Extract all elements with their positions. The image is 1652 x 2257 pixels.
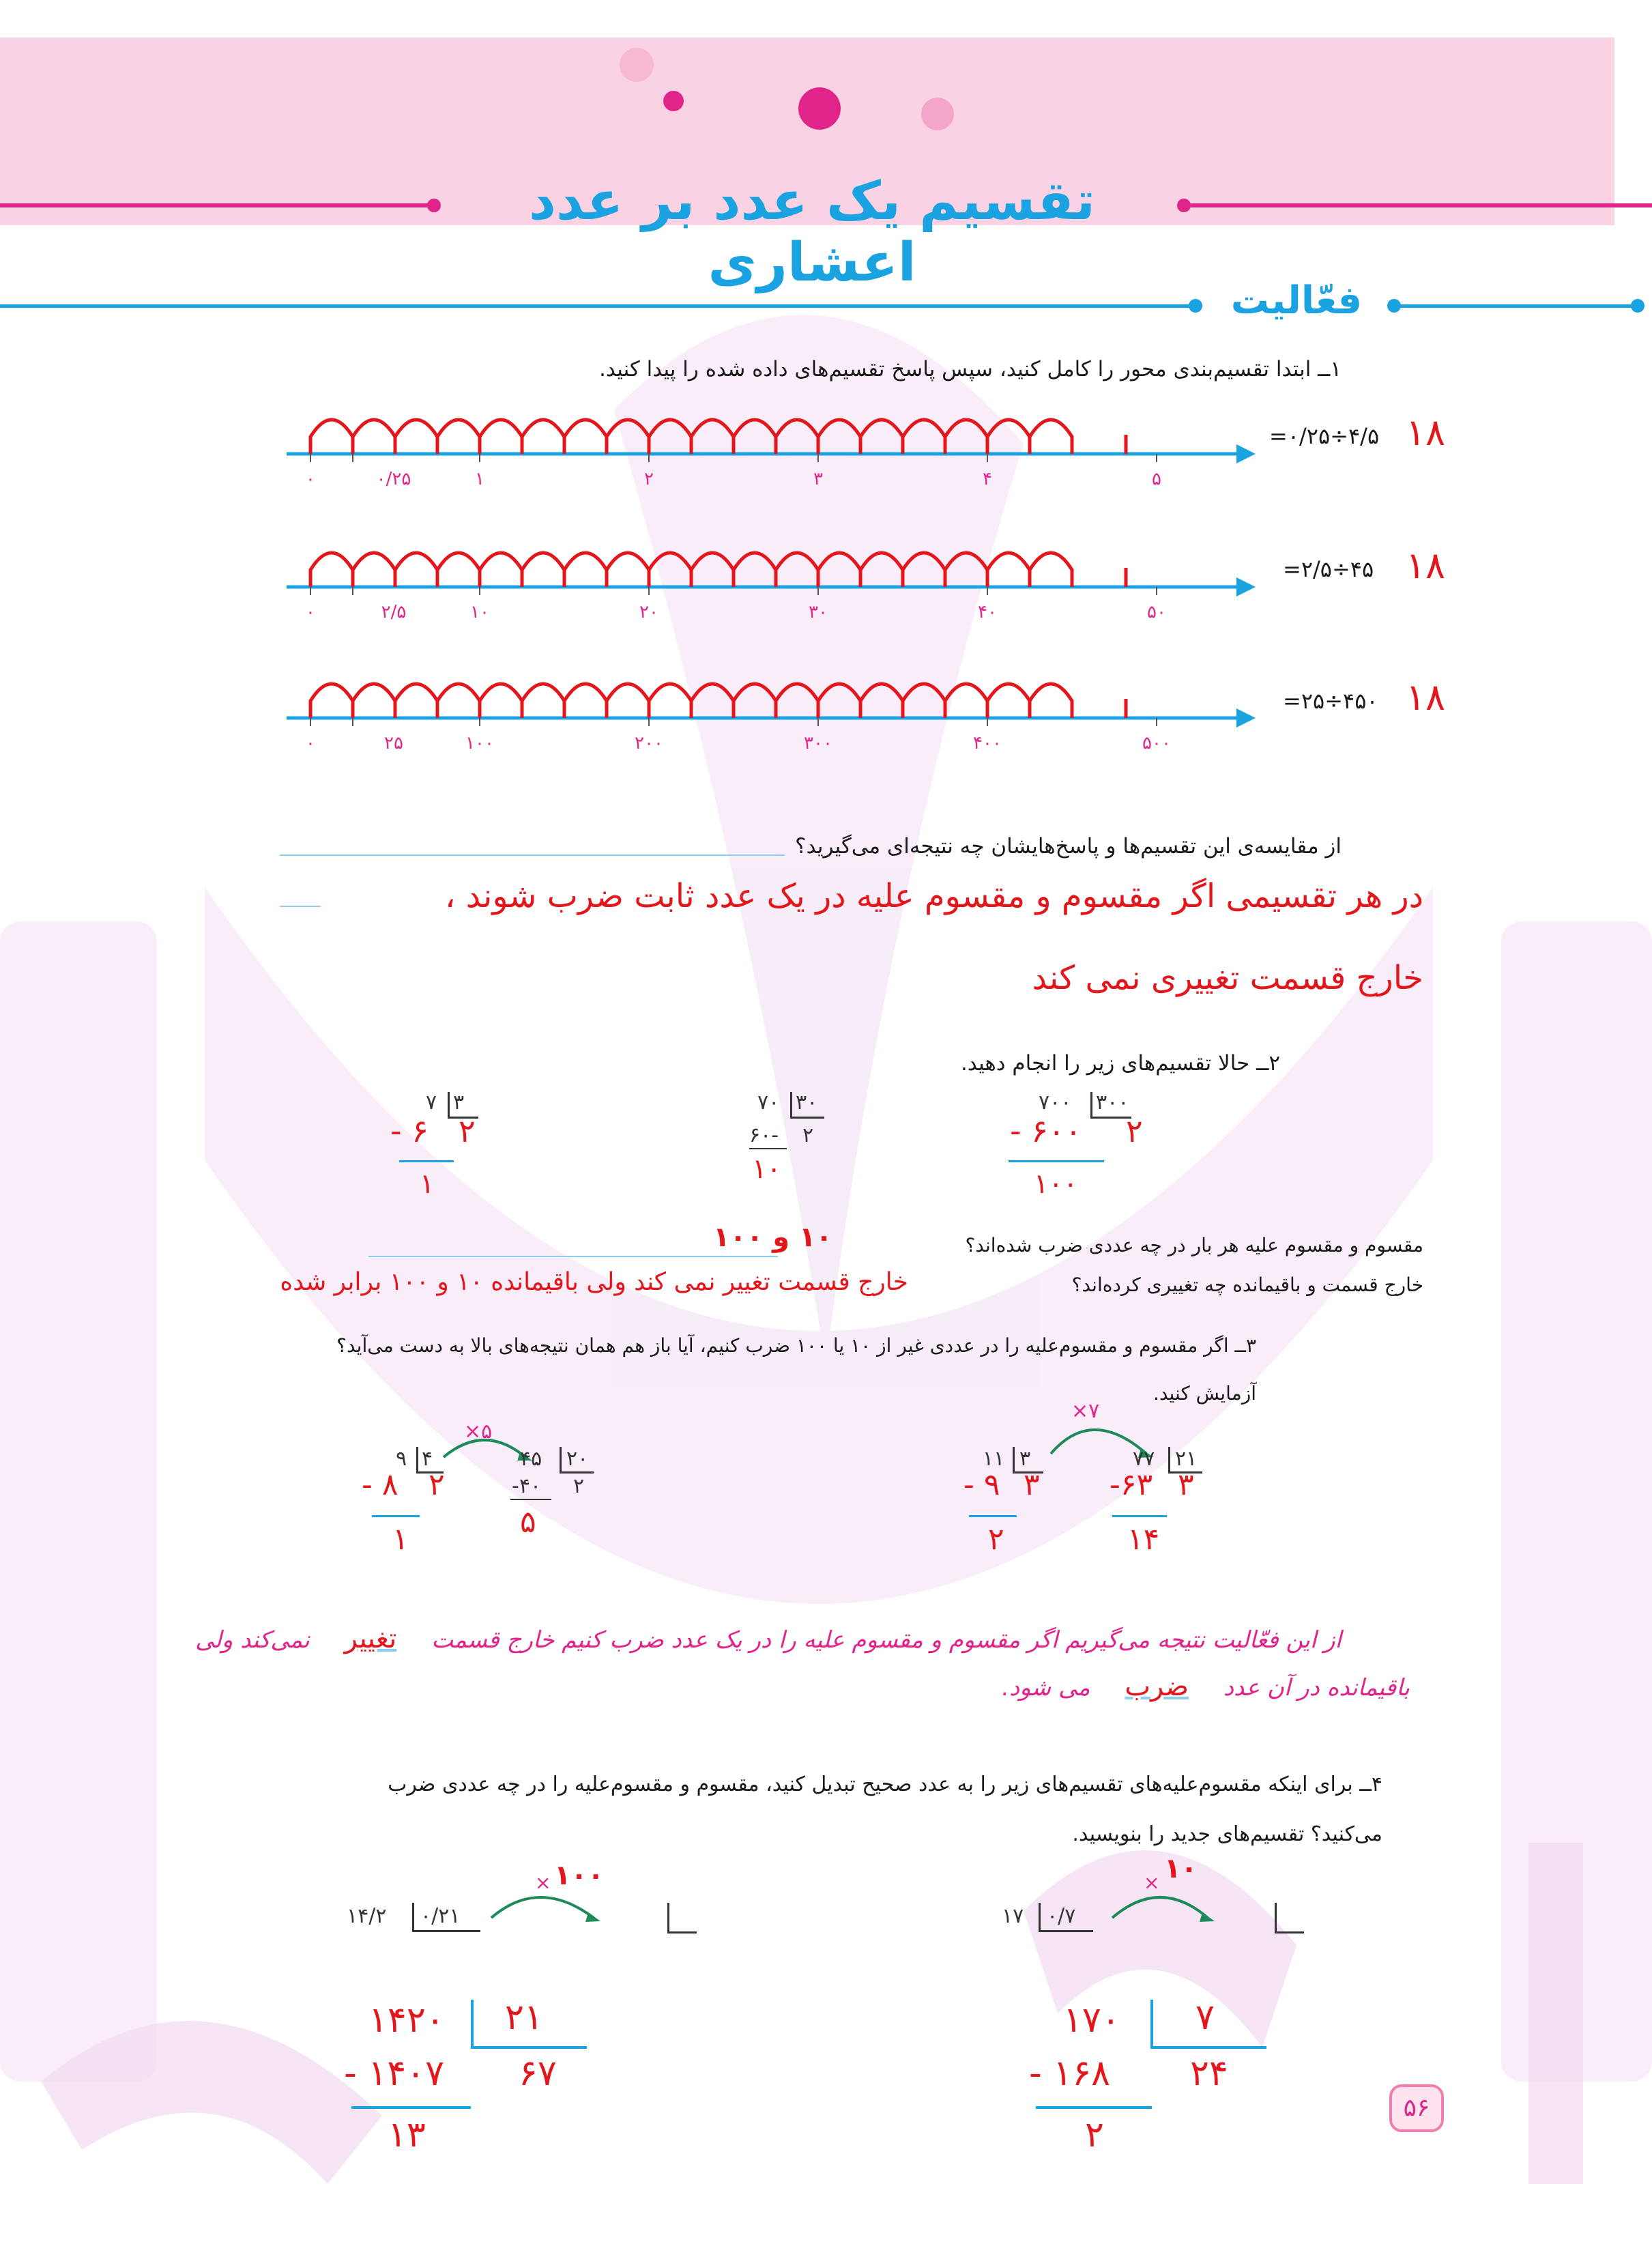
q4-left-dividend: ۱۴/۲ <box>347 1904 387 1928</box>
q1-expr-2: ۴۵÷۲/۵= <box>1283 556 1374 582</box>
div-bar <box>790 1117 824 1119</box>
div-line <box>351 2106 471 2109</box>
jump-arc <box>987 553 1030 587</box>
answer-box-corner <box>667 1903 697 1933</box>
jump-arc <box>437 684 480 718</box>
jump-arc <box>480 684 522 718</box>
conclusion-fill2: ضرب <box>1125 1671 1189 1702</box>
q4-right-mult-answer: ۱۰ <box>1164 1853 1198 1884</box>
section-bullet <box>1387 299 1401 313</box>
q4-right-work-sub: - ۱۶۸ <box>1029 2053 1111 2094</box>
jump-arc <box>860 553 903 587</box>
div-bar <box>1090 1092 1092 1118</box>
tick-label: ۱۰۰ <box>465 733 494 753</box>
jump-arc <box>776 420 818 454</box>
jump-arc <box>1030 420 1072 454</box>
div-bar <box>1013 1447 1015 1473</box>
div-sub: -۶۳ <box>1110 1467 1153 1502</box>
jump-arc <box>522 420 564 454</box>
conclusion-part3: باقیمانده در آن عدد <box>1223 1674 1410 1701</box>
q4-right-work-quotient: ۲۴ <box>1190 2053 1228 2094</box>
tick-label: ۵۰ <box>1147 602 1166 622</box>
jump-arc <box>860 684 903 718</box>
q4-right-work-dividend: ۱۷۰ <box>1063 2000 1120 2041</box>
title-line-right <box>1187 203 1652 207</box>
q2-multiplier-answer: ۱۰ و ۱۰۰ <box>713 1222 832 1253</box>
jump-arc <box>522 684 564 718</box>
jump-arc <box>437 420 480 454</box>
div-remainder: ۱ <box>420 1168 435 1200</box>
div-remainder: ۲ <box>988 1522 1004 1557</box>
axis-arrow <box>1236 577 1256 596</box>
div-divisor: ۲۱ <box>1175 1447 1198 1471</box>
div-bar <box>1150 2000 1153 2047</box>
arrows-q4 <box>0 1863 1652 1925</box>
tick-label: ۲ <box>644 469 654 489</box>
div-bar <box>1090 1117 1131 1119</box>
tick-label: ۲۰۰ <box>635 733 663 753</box>
div-quotient: ۲ <box>459 1112 476 1149</box>
jump-arc <box>353 420 395 454</box>
section-line-left <box>0 304 1193 308</box>
jump-arc <box>437 553 480 587</box>
q1-expr-1: ۴/۵÷۰/۲۵= <box>1269 423 1380 449</box>
jump-arc <box>691 420 734 454</box>
tick-label: ۴۰۰ <box>973 733 1002 753</box>
div-quotient: ۲ <box>573 1474 585 1498</box>
tick-label: ۵ <box>1152 469 1161 489</box>
jump-arc <box>353 553 395 587</box>
div-divisor: ۳۰ <box>796 1091 818 1115</box>
answer-underline <box>368 1256 778 1257</box>
div-quotient: ۲ <box>1126 1112 1143 1149</box>
div-bar <box>412 1903 414 1931</box>
div-bar <box>1150 2046 1266 2049</box>
tick-label: ۴ <box>983 469 992 489</box>
q2-text: ۲ــ حالا تقسیم‌های زیر را انجام دهید. <box>960 1051 1280 1076</box>
tick-label: ۱۰ <box>470 602 489 622</box>
div-bar <box>412 1930 480 1932</box>
tick-label: ۰ <box>306 602 315 622</box>
conclusion-part1: از این فعّالیت نتیجه می‌گیریم اگر مقسوم و مقسوم علیه را در یک عدد ضرب کنیم خارج قسمت <box>431 1626 1342 1654</box>
div-line <box>1009 1160 1104 1162</box>
jump-arc <box>649 420 691 454</box>
div-line <box>372 1515 420 1517</box>
answer-box-corner <box>1275 1903 1304 1933</box>
div-bar <box>790 1092 792 1118</box>
q4-text: ۴ــ برای اینکه مقسوم‌علیه‌های تقسیم‌های زیر را به عدد صحیح تبدیل کنید، مقسوم و مقسوم‌علیه را در چه عددی ضرب <box>388 1772 1382 1796</box>
jump-arc <box>945 553 987 587</box>
div-dividend: ۴۵ <box>520 1447 542 1471</box>
tick-label: ۳۰ <box>809 602 828 622</box>
div-quotient: ۲ <box>802 1123 814 1147</box>
div-dividend: ۹ <box>396 1447 407 1471</box>
number-line <box>287 420 1256 489</box>
div-line <box>749 1148 787 1149</box>
div-sub: - ۶۰۰ <box>1010 1112 1082 1149</box>
jump-arc <box>818 420 860 454</box>
div-sub: ۶۰- <box>749 1123 779 1147</box>
div-remainder: ۱ <box>392 1522 409 1557</box>
div-dividend: ۷۷ <box>1133 1447 1155 1471</box>
q1-answer-2: ۱۸ <box>1406 544 1446 587</box>
q3-right-mult: ×۷ <box>1071 1399 1100 1423</box>
arrows-q3 <box>0 1406 1652 1461</box>
div-dividend: ۱۱ <box>983 1447 1005 1471</box>
jump-arc <box>649 553 691 587</box>
jump-arc <box>522 553 564 587</box>
q4-right-work-remainder: ۲ <box>1085 2114 1104 2155</box>
jump-arc <box>734 420 776 454</box>
div-quotient: ۳ <box>1024 1467 1040 1502</box>
tick-label: ۲۰ <box>639 602 658 622</box>
q1-answer-line2: خارج قسمت تغییری نمی کند <box>1032 959 1423 997</box>
tick-label: ۲/۵ <box>381 602 407 622</box>
tick-label: ۰ <box>306 469 315 489</box>
jump-arc <box>564 553 607 587</box>
div-bar <box>448 1092 450 1118</box>
jump-arc <box>1030 684 1072 718</box>
div-bar <box>1168 1447 1170 1473</box>
div-divisor: ۳ <box>453 1091 465 1115</box>
section-line-right <box>1392 304 1638 308</box>
jump-arc <box>480 420 522 454</box>
div-line <box>399 1160 454 1162</box>
div-bar <box>560 1471 594 1473</box>
div-bar <box>1039 1930 1093 1932</box>
jump-arc <box>903 553 945 587</box>
jump-arc <box>691 553 734 587</box>
jump-arc <box>1030 553 1072 587</box>
div-sub: -۴۰ <box>512 1474 542 1498</box>
jump-arc <box>564 684 607 718</box>
div-line <box>1036 2106 1152 2109</box>
title-bullet <box>427 199 441 212</box>
q3-text2: آزمایش کنید. <box>1153 1382 1256 1405</box>
axis-arrow <box>1236 708 1256 728</box>
div-bar <box>471 2000 474 2047</box>
q4-right-divisor: ۰/۷ <box>1047 1904 1076 1928</box>
answer-underline <box>280 906 321 907</box>
div-bar <box>471 2046 587 2049</box>
jump-arc <box>776 684 818 718</box>
tick-label: ۵۰۰ <box>1142 733 1171 753</box>
jump-arc <box>607 684 649 718</box>
jump-arc <box>310 553 353 587</box>
div-bar <box>416 1447 418 1473</box>
div-bar <box>560 1447 562 1473</box>
jump-arc <box>818 684 860 718</box>
q1-answer-line1: در هر تقسیمی اگر مقسوم و مقسوم علیه در یک عدد ثابت ضرب شوند ، <box>445 877 1423 915</box>
q2-change-answer: خارج قسمت تغییر نمی کند ولی باقیمانده ۱۰ و ۱۰۰ برابر شده <box>280 1268 908 1296</box>
tick-label: ۱ <box>475 469 484 489</box>
div-divisor: ۳۰۰ <box>1096 1091 1129 1115</box>
tick-label: ۰ <box>306 733 315 753</box>
jump-arc <box>903 420 945 454</box>
div-bar <box>1039 1903 1041 1931</box>
q1-expr-3: ۴۵۰÷۲۵= <box>1283 688 1378 714</box>
q4-left-mult: × <box>535 1871 551 1894</box>
q4-left-work-dividend: ۱۴۲۰ <box>368 2000 445 2041</box>
number-line <box>287 553 1256 622</box>
div-divisor: ۴ <box>422 1447 433 1471</box>
div-sub: - ۸ <box>362 1467 398 1502</box>
jump-arc <box>776 553 818 587</box>
div-remainder: ۱۰ <box>752 1153 781 1185</box>
answer-underline <box>280 854 785 856</box>
q4-left-work-divisor: ۲۱ <box>505 1997 543 2038</box>
jump-arc <box>395 684 437 718</box>
section-bullet <box>1631 299 1644 313</box>
div-line <box>969 1515 1017 1517</box>
tick-label: ۳ <box>813 469 823 489</box>
q4-left-mult-answer: ۱۰۰ <box>554 1860 605 1891</box>
jump-arc <box>987 684 1030 718</box>
jump-arc <box>649 684 691 718</box>
q1-answer-1: ۱۸ <box>1406 411 1446 454</box>
div-remainder: ۵ <box>520 1505 536 1540</box>
q2-change-question: خارج قسمت و باقیمانده چه تغییری کرده‌اند؟ <box>1071 1274 1423 1296</box>
title-line-left <box>0 203 431 207</box>
div-remainder: ۱۴ <box>1127 1522 1160 1557</box>
jump-arc <box>353 684 395 718</box>
jump-arc <box>945 420 987 454</box>
q3-left-mult: ×۵ <box>464 1420 493 1443</box>
jump-arc <box>395 553 437 587</box>
jump-arc <box>734 684 776 718</box>
tick-label: ۲۵ <box>384 733 403 753</box>
q4-left-work-remainder: ۱۳ <box>388 2114 426 2155</box>
div-sub: - ۶ <box>390 1112 429 1149</box>
q4-right-dividend: ۱۷ <box>1002 1904 1024 1928</box>
jump-arc <box>310 420 353 454</box>
jump-arc <box>607 420 649 454</box>
tick-label: ۰/۲۵ <box>376 469 411 489</box>
axis-arrow <box>1236 444 1256 463</box>
jump-arc <box>564 420 607 454</box>
jump-arc <box>860 420 903 454</box>
conclusion-line1 <box>195 1623 1342 1654</box>
jump-arc <box>903 684 945 718</box>
jump-arc <box>945 684 987 718</box>
q4-left-work-quotient: ۶۷ <box>519 2053 557 2094</box>
q4-right-mult: × <box>1144 1871 1160 1894</box>
div-line <box>510 1499 551 1500</box>
div-sub: - ۹ <box>963 1467 1000 1502</box>
number-line <box>287 684 1256 753</box>
number-lines <box>0 382 1652 764</box>
div-divisor: ۳ <box>1019 1447 1031 1471</box>
div-line <box>1112 1515 1167 1517</box>
jump-arc <box>818 553 860 587</box>
div-dividend: ۷ <box>426 1091 437 1115</box>
q3-text: ۳ــ اگر مقسوم و مقسوم‌علیه را در عددی غیر از ۱۰ یا ۱۰۰ ضرب کنیم، آیا باز هم همان نتیجه‌های بالا به دست می‌آید؟ <box>336 1334 1256 1357</box>
q1-question: از مقایسه‌ی این تقسیم‌ها و پاسخ‌هایشان چه نتیجه‌ای می‌گیرید؟ <box>795 834 1342 859</box>
jump-arc <box>310 684 353 718</box>
q4-right-work-divisor: ۷ <box>1195 1997 1215 2038</box>
jump-arc <box>607 553 649 587</box>
section-bullet <box>1189 299 1202 313</box>
jump-arc <box>480 553 522 587</box>
q4-left-divisor: ۰/۲۱ <box>420 1904 461 1928</box>
q1-text: ۱ــ ابتدا تقسیم‌بندی محور را کامل کنید، سپس پاسخ تقسیم‌های داده شده را پیدا کنید. <box>599 357 1342 382</box>
tick-label: ۳۰۰ <box>804 733 832 753</box>
jump-arc <box>395 420 437 454</box>
q4-left-work-sub: - ۱۴۰۷ <box>344 2053 445 2094</box>
conclusion-part2: نمی‌کند ولی <box>195 1626 310 1654</box>
jump-arc <box>987 420 1030 454</box>
section-title: فعّالیت <box>1230 278 1363 323</box>
conclusion-part4: می شود. <box>1002 1674 1090 1701</box>
q2-multiplier-question: مقسوم و مقسوم علیه هر بار در چه عددی ضرب شده‌اند؟ <box>965 1234 1423 1256</box>
div-quotient: ۳ <box>1178 1467 1194 1502</box>
tick-label: ۴۰ <box>978 602 997 622</box>
page-title: تقسیم یک عدد بر عدد اعشاری <box>528 171 1096 293</box>
jump-arc <box>734 553 776 587</box>
q4-text2: می‌کنید؟ تقسیم‌های جدید را بنویسید. <box>1072 1822 1382 1846</box>
conclusion-line2 <box>1002 1671 1410 1702</box>
div-divisor: ۲۰ <box>566 1447 589 1471</box>
page-number: ۵۶ <box>1389 2084 1444 2132</box>
div-dividend: ۷۰۰ <box>1039 1091 1072 1115</box>
div-quotient: ۲ <box>429 1467 445 1502</box>
title-bullet <box>1177 199 1191 212</box>
conclusion-fill1: تغییر <box>344 1623 397 1654</box>
div-remainder: ۱۰۰ <box>1034 1168 1078 1200</box>
jump-arc <box>691 684 734 718</box>
q1-answer-3: ۱۸ <box>1406 676 1446 719</box>
div-dividend: ۷۰ <box>757 1091 780 1115</box>
